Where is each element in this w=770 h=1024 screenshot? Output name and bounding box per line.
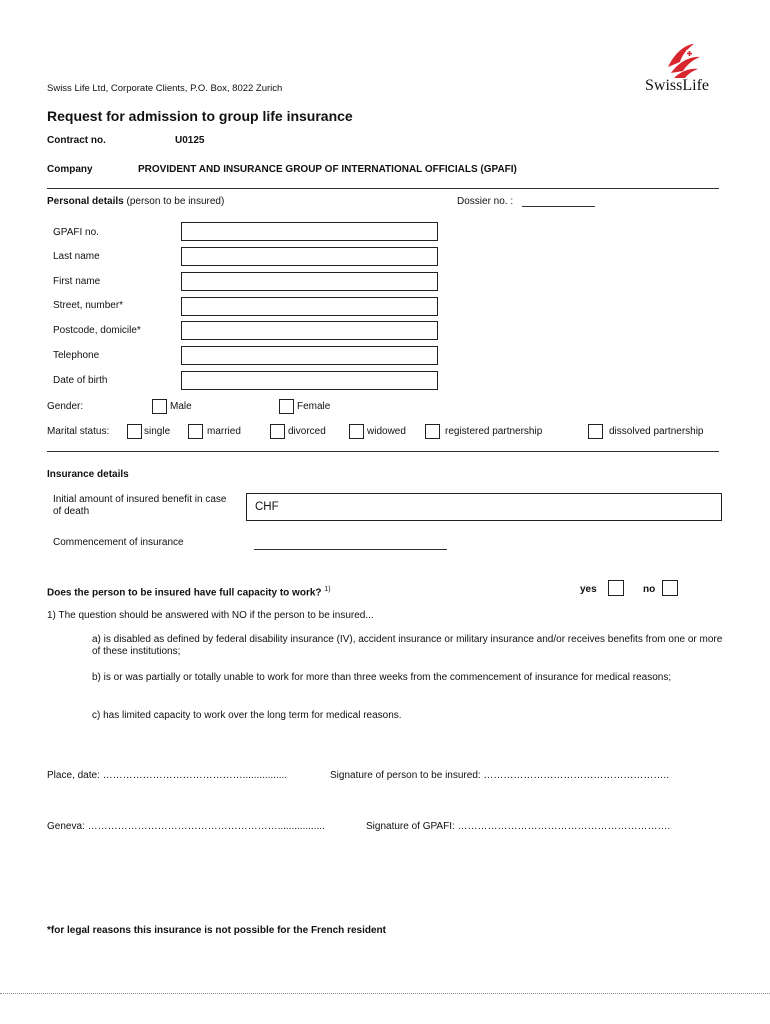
contract-label: Contract no. [47, 135, 106, 146]
contract-value: U0125 [175, 135, 205, 146]
page-edge [0, 993, 770, 994]
marital-label: Marital status: [47, 426, 110, 437]
telephone-label: Telephone [53, 350, 100, 361]
gender-female-checkbox[interactable] [279, 399, 294, 414]
company-value: PROVIDENT AND INSURANCE GROUP OF INTERNATIONAL OFFICIALS (GPAFI) [138, 164, 517, 175]
note-intro: 1) The question should be answered with NO if the person to be insured... [47, 610, 374, 621]
first-name-label: First name [53, 276, 101, 287]
gender-female-label: Female [297, 401, 331, 412]
capacity-question-row [47, 584, 331, 599]
signature-insured-field[interactable]: Signature of person to be insured: ……………………………………………….. [330, 770, 669, 781]
street-label: Street, number* [53, 300, 124, 311]
capacity-yes-label: yes [580, 584, 597, 595]
marital-widowed-label: widowed [367, 426, 406, 437]
personal-heading: Personal details [47, 196, 124, 207]
marital-registered-label: registered partnership [445, 426, 543, 437]
dob-input[interactable] [181, 371, 438, 390]
postcode-label: Postcode, domicile* [53, 325, 141, 336]
marital-registered-checkbox[interactable] [425, 424, 440, 439]
insurance-heading: Insurance details [47, 469, 129, 480]
benefit-label: Initial amount of insured benefit in case of death [53, 494, 227, 517]
place-date-field[interactable]: Place, date: ……………………………………................ [47, 770, 288, 781]
divider [47, 188, 719, 189]
signature-gpafi-field[interactable]: Signature of GPAFI: ………………………………………………………. [366, 821, 671, 832]
last-name-label: Last name [53, 251, 100, 262]
footnote-mark: 1) [324, 586, 331, 593]
page-title: Request for admission to group life insurance [47, 108, 353, 124]
capacity-no-checkbox[interactable] [662, 580, 678, 596]
dob-label: Date of birth [53, 375, 108, 386]
capacity-yes-checkbox[interactable] [608, 580, 624, 596]
marital-widowed-checkbox[interactable] [349, 424, 364, 439]
marital-divorced-checkbox[interactable] [270, 424, 285, 439]
personal-heading-row [47, 196, 224, 208]
marital-married-label: married [207, 426, 241, 437]
commencement-label: Commencement of insurance [53, 537, 184, 548]
marital-divorced-label: divorced [288, 426, 326, 437]
gender-male-label: Male [170, 401, 192, 412]
gender-male-checkbox[interactable] [152, 399, 167, 414]
postcode-input[interactable] [181, 321, 438, 340]
note-c: c) has limited capacity to work over the long term for medical reasons. [92, 710, 402, 721]
gpafi-label: GPAFI no. [53, 227, 99, 238]
capacity-question: Does the person to be insured have full capacity to work? [47, 587, 322, 599]
marital-married-checkbox[interactable] [188, 424, 203, 439]
personal-note: (person to be insured) [126, 196, 225, 207]
divider [47, 451, 719, 452]
currency-label: CHF [255, 501, 279, 513]
logo-text: SwissLife [645, 77, 709, 94]
benefit-input[interactable] [246, 493, 722, 521]
legal-note: *for legal reasons this insurance is not possible for the French resident [47, 925, 386, 936]
gpafi-input[interactable] [181, 222, 438, 241]
marital-dissolved-label: dissolved partnership [609, 426, 704, 437]
note-b: b) is or was partially or totally unable to work for more than three weeks from the commencement of insurance for medical reasons; [92, 672, 672, 683]
note-a: a) is disabled as defined by federal disability insurance (IV), accident insurance or military insurance and/or receives benefits from one or more of these institutions; [92, 634, 723, 657]
company-address: Swiss Life Ltd, Corporate Clients, P.O. Box, 8022 Zurich [47, 83, 283, 94]
swisslife-logo [640, 40, 730, 96]
marital-single-checkbox[interactable] [127, 424, 142, 439]
capacity-no-label: no [643, 584, 656, 595]
last-name-input[interactable] [181, 247, 438, 266]
telephone-input[interactable] [181, 346, 438, 365]
street-input[interactable] [181, 297, 438, 316]
marital-dissolved-checkbox[interactable] [588, 424, 603, 439]
commencement-line[interactable] [254, 549, 447, 550]
company-label: Company [47, 164, 93, 175]
dossier-label: Dossier no. : [457, 196, 514, 207]
geneva-field[interactable]: Geneva: …………………………………………………................. [47, 821, 325, 832]
gender-label: Gender: [47, 401, 84, 412]
first-name-input[interactable] [181, 272, 438, 291]
dossier-line[interactable] [522, 206, 595, 207]
marital-single-label: single [144, 426, 171, 437]
